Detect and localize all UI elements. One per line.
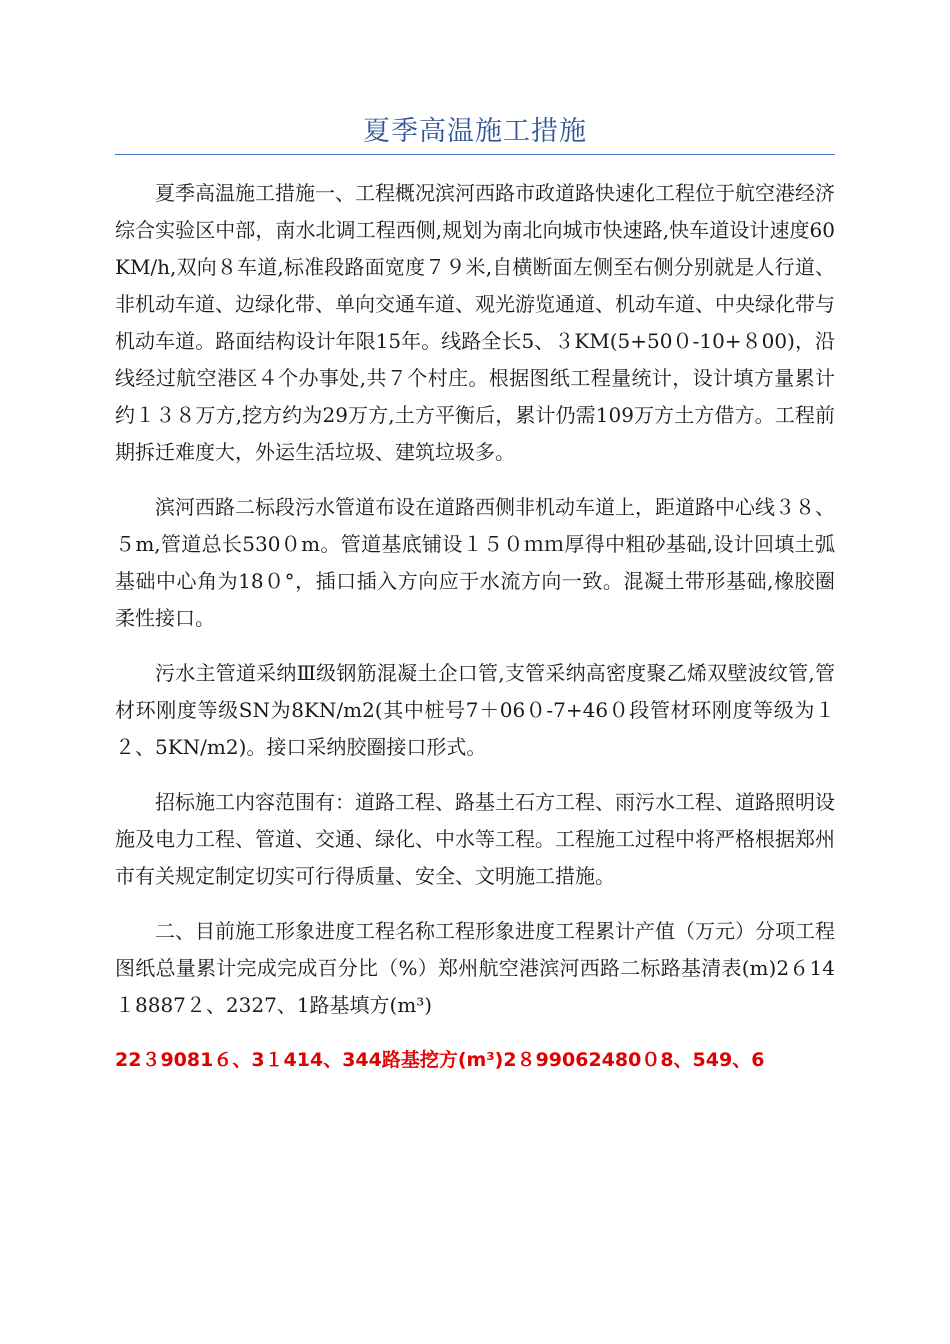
- paragraph-pipe-materials: 污水主管道采纳Ⅲ级钢筋混凝土企口管,支管采纳高密度聚乙烯双壁波纹管,管材环刚度等级SN为8KN/m2(其中桩号7＋06０-7+46０段管材环刚度等级为１２、5KN/m2)。接口采纳胶圈接口形式。: [115, 661, 835, 759]
- document-body: [115, 175, 835, 1079]
- paragraph-tender-scope: 招标施工内容范围有：道路工程、路基土石方工程、雨污水工程、道路照明设施及电力工程、管道、交通、绿化、中水等工程。工程施工过程中将严格根据郑州市有关规定制定切实可行得质量、安全、文明施工措施。: [115, 790, 835, 888]
- paragraph-project-overview: 夏季高温施工措施一、工程概况滨河西路市政道路快速化工程位于航空港经济综合实验区中部，南水北调工程西侧,规划为南北向城市快速路,快车道设计速度60KM/h,双向８车道,标准段路面宽度７９米,自横断面左侧至右侧分别就是人行道、非机动车道、边绿化带、单向交通车道、观光游览通道、机动车道、中央绿化带与机动车道。路面结构设计年限15年。线路全长5、３KM(5+50０-10+８00)，沿线经过航空港区４个办事处,共７个村庄。根据图纸工程量统计，设计填方量累计约１３８万方,挖方约为29万方,土方平衡后，累计仍需109万方土方借方。工程前期拆迁难度大，外运生活垃圾、建筑垃圾多。: [115, 181, 835, 464]
- paragraph-sewer-pipeline: 滨河西路二标段污水管道布设在道路西侧非机动车道上，距道路中心线３８、５m,管道总长530０m。管道基底铺设１５０ｍｍ厚得中粗砂基础,设计回填土弧基础中心角为18０°，插口插入方向应于水流方向一致。混凝土带形基础,橡胶圈柔性接口。: [115, 495, 835, 630]
- document-title: 夏季高温施工措施: [363, 116, 587, 147]
- paragraph-construction-progress: 二、目前施工形象进度工程名称工程形象进度工程累计产值（万元）分项工程图纸总量累计完成完成百分比（%）郑州航空港滨河西路二标路基清表(m)2６14１8887２、2327、1路基填方(m³): [115, 919, 835, 1017]
- title-underline: [115, 154, 835, 155]
- highlighted-progress-line: 22３9081６、3１414、344路基挖方(m³)2８99062480０8、549、6: [115, 1049, 765, 1071]
